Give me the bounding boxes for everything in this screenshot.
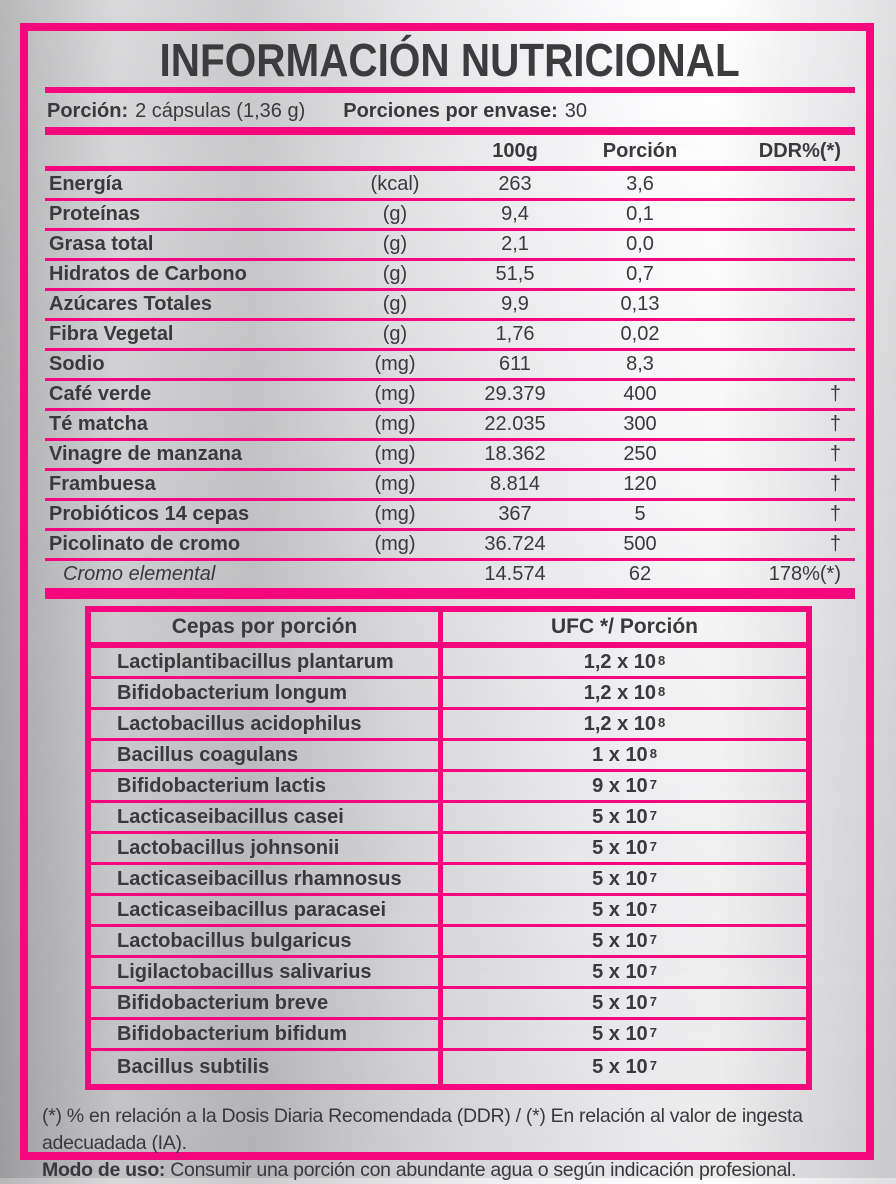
value-per-100g: 367 <box>498 503 532 525</box>
strain-name: Bifidobacterium bifidum <box>91 1020 443 1048</box>
nutrition-row <box>45 351 855 381</box>
strain-ufc-exponent: 8 <box>649 745 657 761</box>
strain-row <box>91 865 806 896</box>
nutrient-name: Té matcha <box>49 413 148 435</box>
strain-row <box>91 989 806 1020</box>
nutrient-unit: (mg) <box>374 383 416 405</box>
nutrition-row <box>45 171 855 201</box>
nutrient-name: Proteínas <box>49 203 141 225</box>
strain-ufc-exponent: 8 <box>658 683 666 699</box>
strain-ufc-exponent: 7 <box>649 838 657 854</box>
nutrient-unit: (g) <box>382 323 408 345</box>
nutrient-name: Hidratos de Carbono <box>49 263 247 285</box>
strain-name: Ligilactobacillus salivarius <box>91 958 443 986</box>
nutrition-table-body <box>45 171 855 591</box>
strain-row <box>91 1051 806 1084</box>
nutrient-name: Picolinato de cromo <box>49 533 241 555</box>
value-per-portion: 500 <box>623 533 657 555</box>
nutrient-unit: (mg) <box>374 473 416 495</box>
strain-ufc-value: 5 x 10 $^7$ <box>592 867 657 890</box>
serving-size-value: 2 cápsulas (1,36 g) <box>135 99 306 122</box>
value-per-portion: 0,02 <box>620 323 660 345</box>
nutrition-row <box>45 531 855 561</box>
strain-name: Bifidobacterium lactis <box>91 772 443 800</box>
strain-row <box>91 741 806 772</box>
strain-row <box>91 834 806 865</box>
strain-ufc-value: 5 x 10 $^7$ <box>592 1022 657 1045</box>
strain-ufc-value: 9 x 10 $^7$ <box>592 774 657 797</box>
nutrient-name: Energía <box>49 173 123 195</box>
strain-ufc-exponent: 8 <box>658 652 666 668</box>
page-title-text: INFORMACIÓN NUTRICIONAL <box>159 34 741 86</box>
value-ddr-percent: † <box>829 473 841 495</box>
usage-label: Modo de uso: <box>42 1159 166 1181</box>
strain-name: Bacillus subtilis <box>91 1051 443 1084</box>
nutrient-name: Fibra Vegetal <box>49 323 174 345</box>
strain-ufc-exponent: 7 <box>649 807 657 823</box>
strain-ufc-exponent: 8 <box>658 714 666 730</box>
column-header-porcion: Porción <box>602 140 678 162</box>
servings-per-container-value: 30 <box>564 99 588 122</box>
strain-name: Bifidobacterium longum <box>91 679 443 707</box>
nutrition-table <box>45 135 855 599</box>
servings-per-container-label: Porciones por envase: <box>343 99 558 122</box>
divider <box>45 127 855 135</box>
value-ddr-percent: † <box>829 533 841 555</box>
nutrient-unit: (mg) <box>374 533 416 555</box>
serving-info <box>45 93 855 127</box>
strain-ufc-exponent: 7 <box>649 1058 657 1073</box>
value-per-100g: 1,76 <box>495 323 535 345</box>
value-per-portion: 62 <box>628 563 652 585</box>
column-header-ufc: UFC */ Porción <box>550 615 698 638</box>
serving-size-label: Porción: <box>47 99 129 122</box>
strain-name: Lactiplantibacillus plantarum <box>91 648 443 676</box>
value-ddr-percent: † <box>829 383 841 405</box>
nutrition-row <box>45 381 855 411</box>
strain-name: Bacillus coagulans <box>91 741 443 769</box>
strain-ufc-value: 5 x 10 $^7$ <box>592 836 657 859</box>
strains-table-header <box>91 612 806 648</box>
strain-name: Lactobacillus johnsonii <box>91 834 443 862</box>
nutrient-unit: (kcal) <box>370 173 420 195</box>
strain-row <box>91 648 806 679</box>
strain-ufc-value: 5 x 10 $^7$ <box>592 898 657 921</box>
nutrient-unit: (mg) <box>374 413 416 435</box>
nutrition-row <box>45 441 855 471</box>
strain-row <box>91 896 806 927</box>
value-ddr-percent: † <box>829 503 841 525</box>
strain-row <box>91 803 806 834</box>
value-ddr-percent: 178%(*) <box>768 563 841 585</box>
ddr-footnote: (*) % en relación a la Dosis Diaria Recomendada (DDR) / (*) En relación al valor de ingesta adecuadada (IA). <box>42 1105 803 1154</box>
value-per-100g: 263 <box>498 173 532 195</box>
strain-ufc-value: 1,2 x 10 $^8$ <box>583 650 666 673</box>
column-header-100g: 100g <box>492 140 538 162</box>
strains-table <box>85 606 812 1090</box>
nutrition-row <box>45 411 855 441</box>
nutrient-name: Café verde <box>49 383 152 405</box>
value-per-portion: 300 <box>623 413 657 435</box>
nutrient-name: Vinagre de manzana <box>49 443 243 465</box>
value-per-100g: 9,9 <box>501 293 529 315</box>
value-per-portion: 5 <box>634 503 646 525</box>
value-per-portion: 8,3 <box>626 353 654 375</box>
column-header-ddr: DDR%(*) <box>758 140 841 162</box>
column-header-cepas: Cepas por porción <box>91 612 443 642</box>
value-per-portion: 0,0 <box>626 233 654 255</box>
strain-ufc-exponent: 7 <box>649 993 657 1009</box>
nutrition-row <box>45 231 855 261</box>
strain-row <box>91 1020 806 1051</box>
strain-name: Lacticaseibacillus casei <box>91 803 443 831</box>
value-per-100g: 9,4 <box>501 203 529 225</box>
strain-ufc-value: 5 x 10 $^7$ <box>592 991 657 1014</box>
strain-ufc-value: 5 x 10 $^7$ <box>592 1056 657 1078</box>
value-per-100g: 22.035 <box>484 413 546 435</box>
nutrient-name: Azúcares Totales <box>49 293 213 315</box>
strain-ufc-value: 5 x 10 $^7$ <box>592 960 657 983</box>
nutrition-row <box>45 261 855 291</box>
nutrition-row <box>45 291 855 321</box>
nutrient-name: Sodio <box>49 353 105 375</box>
nutrient-unit: (g) <box>382 263 408 285</box>
value-per-portion: 250 <box>623 443 657 465</box>
value-per-100g: 8.814 <box>489 473 541 495</box>
nutrition-table-header <box>45 135 855 166</box>
divider <box>45 591 855 599</box>
nutrient-unit: (g) <box>382 233 408 255</box>
nutrient-name: Frambuesa <box>49 473 156 495</box>
value-per-portion: 400 <box>623 383 657 405</box>
strain-ufc-exponent: 7 <box>649 900 657 916</box>
value-ddr-percent: † <box>829 443 841 465</box>
value-per-100g: 29.379 <box>484 383 546 405</box>
nutrition-row <box>45 471 855 501</box>
value-per-100g: 2,1 <box>501 233 529 255</box>
value-ddr-percent: † <box>829 413 841 435</box>
strain-ufc-value: 1 x 10 $^8$ <box>592 743 657 766</box>
nutrition-row <box>45 561 855 591</box>
nutrition-row <box>45 201 855 231</box>
strain-ufc-value: 1,2 x 10 $^8$ <box>583 712 666 735</box>
value-per-100g: 611 <box>499 353 531 375</box>
nutrient-name: Probióticos 14 cepas <box>49 503 250 525</box>
nutrient-unit: (g) <box>382 293 408 315</box>
value-per-portion: 0,7 <box>626 263 654 285</box>
value-per-100g: 14.574 <box>484 563 546 585</box>
strain-ufc-exponent: 7 <box>649 962 657 978</box>
strain-name: Bifidobacterium breve <box>91 989 443 1017</box>
nutrition-row <box>45 501 855 531</box>
strain-ufc-exponent: 7 <box>649 869 657 885</box>
page-title <box>45 33 855 87</box>
strain-name: Lacticaseibacillus paracasei <box>91 896 443 924</box>
nutrition-row <box>45 321 855 351</box>
strain-ufc-exponent: 7 <box>649 931 657 947</box>
value-per-portion: 3,6 <box>626 173 654 195</box>
strain-name: Lactobacillus acidophilus <box>91 710 443 738</box>
value-per-portion: 0,1 <box>626 203 654 225</box>
nutrient-unit: (mg) <box>374 443 416 465</box>
value-per-100g: 51,5 <box>495 263 535 285</box>
nutrient-name: Cromo elemental <box>63 563 216 585</box>
strain-name: Lactobacillus bulgaricus <box>91 927 443 955</box>
usage-text-body: Consumir una porción con abundante agua o según indicación profesional. <box>170 1159 797 1181</box>
strain-row <box>91 958 806 989</box>
strain-row <box>91 927 806 958</box>
nutrient-unit: (mg) <box>374 503 416 525</box>
strain-name: Lacticaseibacillus rhamnosus <box>91 865 443 893</box>
strain-ufc-exponent: 7 <box>649 1024 657 1040</box>
nutrition-label <box>42 33 855 1184</box>
value-per-100g: 18.362 <box>484 443 546 465</box>
nutrient-unit: (g) <box>382 203 408 225</box>
nutrient-unit: (mg) <box>374 353 416 375</box>
strain-ufc-exponent: 7 <box>649 776 657 792</box>
strain-ufc-value: 5 x 10 $^7$ <box>592 929 657 952</box>
footnotes <box>42 1103 855 1184</box>
strain-row <box>91 679 806 710</box>
strain-ufc-value: 1,2 x 10 $^8$ <box>583 681 666 704</box>
usage-instructions <box>42 1157 855 1184</box>
strains-table-body <box>91 648 806 1084</box>
strain-ufc-value: 5 x 10 $^7$ <box>592 805 657 828</box>
value-per-100g: 36.724 <box>484 533 546 555</box>
value-per-portion: 0,13 <box>620 293 660 315</box>
value-per-portion: 120 <box>623 473 657 495</box>
strain-row <box>91 710 806 741</box>
nutrient-name: Grasa total <box>49 233 154 255</box>
strain-row <box>91 772 806 803</box>
